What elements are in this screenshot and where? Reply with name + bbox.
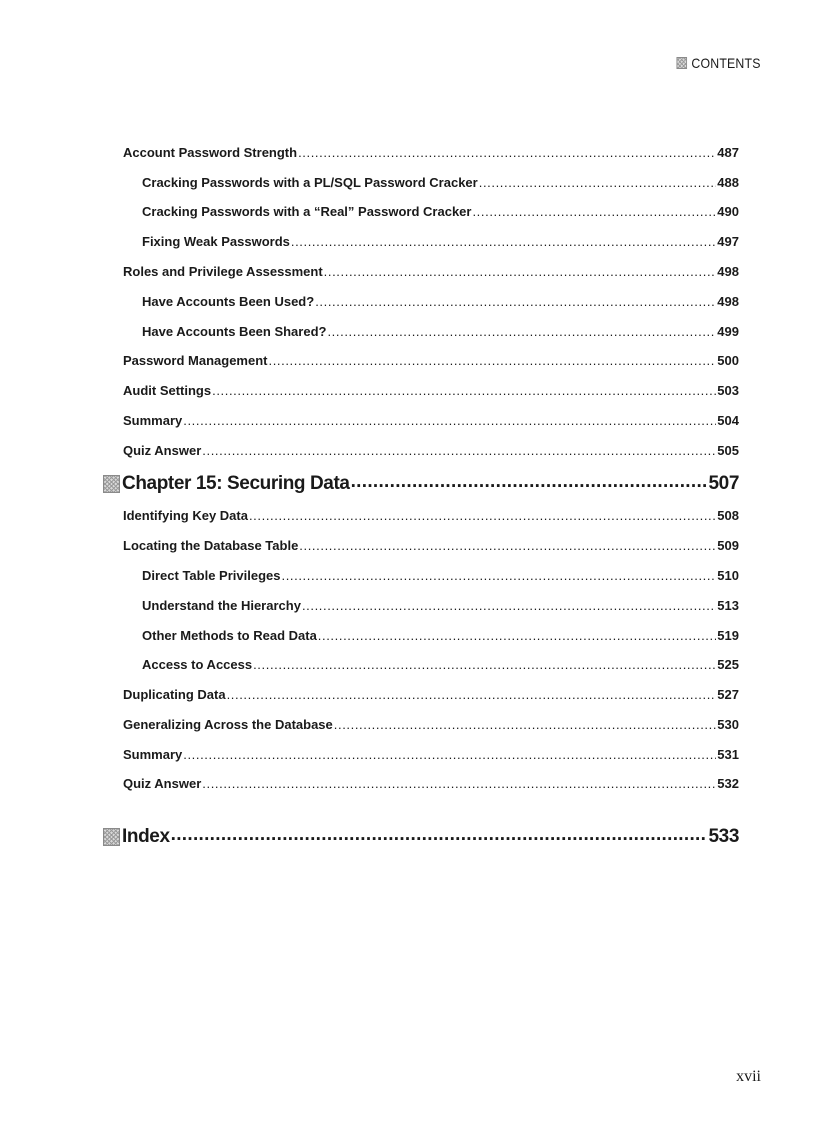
toc-entry-page: 497 <box>717 234 739 249</box>
toc-entry[interactable] <box>123 747 739 763</box>
toc-entry-title: Access to Access <box>142 657 253 672</box>
dot-leader <box>351 474 708 494</box>
toc-entry-page: 487 <box>717 145 739 160</box>
toc-entry-title: Audit Settings <box>123 383 212 398</box>
toc-entry[interactable] <box>142 324 739 340</box>
dot-leader <box>202 443 716 457</box>
dot-leader <box>183 747 716 761</box>
dot-leader <box>253 657 716 671</box>
toc-entry-title: Cracking Passwords with a “Real” Password Cracker <box>142 204 472 219</box>
dot-leader <box>472 204 716 218</box>
toc-entry-page: 525 <box>717 657 739 672</box>
toc-entry[interactable] <box>142 657 739 673</box>
dot-leader <box>318 628 717 642</box>
toc-entry-page: 530 <box>717 717 739 732</box>
toc-entry-title: Roles and Privilege Assessment <box>123 264 323 279</box>
dot-leader <box>315 294 716 308</box>
toc-entry-page: 508 <box>717 508 739 523</box>
toc-entry-title: Understand the Hierarchy <box>142 598 301 613</box>
shaded-square-icon <box>103 828 120 846</box>
toc-entry-page: 498 <box>717 264 739 279</box>
toc-entry[interactable] <box>142 598 739 614</box>
toc-chapter-heading[interactable] <box>103 473 739 495</box>
toc-entry[interactable] <box>142 568 739 584</box>
toc-entry-title: Password Management <box>123 353 268 368</box>
toc-entry[interactable] <box>123 508 739 524</box>
index-title: Index <box>122 826 170 847</box>
toc-entry-page: 503 <box>717 383 739 398</box>
toc-entry-title: Duplicating Data <box>123 687 226 702</box>
toc-index-heading[interactable] <box>103 826 739 848</box>
toc-entry-page: 500 <box>717 353 739 368</box>
toc-entry-page: 498 <box>717 294 739 309</box>
toc-entry-title: Quiz Answer <box>123 776 202 791</box>
toc-entry-page: 504 <box>717 413 739 428</box>
dot-leader <box>298 145 716 159</box>
toc-entry-title: Account Password Strength <box>123 145 298 160</box>
toc-entry[interactable] <box>142 628 739 644</box>
toc-entry[interactable] <box>123 687 739 703</box>
dot-leader <box>299 538 716 552</box>
chapter-page: 507 <box>708 473 739 494</box>
dot-leader <box>183 413 716 427</box>
toc-entry-title: Generalizing Across the Database <box>123 717 333 732</box>
toc-entry-page: 509 <box>717 538 739 553</box>
toc-entry-page: 505 <box>717 443 739 458</box>
toc-entry[interactable] <box>123 776 739 792</box>
toc-entry-page: 527 <box>717 687 739 702</box>
index-page: 533 <box>708 826 739 847</box>
dot-leader <box>334 717 717 731</box>
dot-leader <box>324 264 717 278</box>
toc-entry-title: Direct Table Privileges <box>142 568 281 583</box>
dot-leader <box>249 508 716 522</box>
toc-entry-title: Quiz Answer <box>123 443 202 458</box>
toc-entry-page: 532 <box>717 776 739 791</box>
toc-entry[interactable] <box>123 717 739 733</box>
page-number: xvii <box>736 1068 761 1085</box>
running-head-label: CONTENTS <box>691 55 761 71</box>
chapter-title: Chapter 15: Securing Data <box>122 473 350 494</box>
toc-entry[interactable] <box>123 413 739 429</box>
dot-leader <box>282 568 717 582</box>
toc-entry-page: 531 <box>717 747 739 762</box>
toc-entry[interactable] <box>123 353 739 369</box>
dot-leader <box>479 175 717 189</box>
toc-entry[interactable] <box>142 175 739 191</box>
dot-leader <box>291 234 716 248</box>
shaded-square-icon <box>677 57 688 69</box>
toc-entry-page: 510 <box>717 568 739 583</box>
dot-leader <box>327 324 716 338</box>
toc-entry[interactable] <box>123 264 739 280</box>
toc-entry-page: 513 <box>717 598 739 613</box>
toc-entry-title: Locating the Database Table <box>123 538 299 553</box>
running-head <box>677 55 761 71</box>
toc-entry[interactable] <box>142 204 739 220</box>
toc-entry-title: Have Accounts Been Used? <box>142 294 315 309</box>
toc-entry-title: Summary <box>123 747 183 762</box>
toc-entry-title: Other Methods to Read Data <box>142 628 317 643</box>
dot-leader <box>302 598 716 612</box>
toc-entry[interactable] <box>142 234 739 250</box>
toc-entry-page: 490 <box>717 204 739 219</box>
toc-entry-title: Summary <box>123 413 183 428</box>
dot-leader <box>202 776 716 790</box>
toc-entry-title: Have Accounts Been Shared? <box>142 324 327 339</box>
dot-leader <box>227 687 717 701</box>
dot-leader <box>269 353 717 367</box>
toc-entry[interactable] <box>142 294 739 310</box>
toc-entry-page: 499 <box>717 324 739 339</box>
dot-leader <box>212 383 716 397</box>
toc-entry-title: Fixing Weak Passwords <box>142 234 290 249</box>
dot-leader <box>171 827 708 847</box>
shaded-square-icon <box>103 475 120 493</box>
toc-entry[interactable] <box>123 383 739 399</box>
toc-entry-title: Identifying Key Data <box>123 508 248 523</box>
toc-entry-page: 488 <box>717 175 739 190</box>
toc-entry[interactable] <box>123 443 739 459</box>
toc-entry[interactable] <box>123 145 739 161</box>
toc-entry-page: 519 <box>717 628 739 643</box>
toc-entry-title: Cracking Passwords with a PL/SQL Password Cracker <box>142 175 478 190</box>
toc-entry[interactable] <box>123 538 739 554</box>
